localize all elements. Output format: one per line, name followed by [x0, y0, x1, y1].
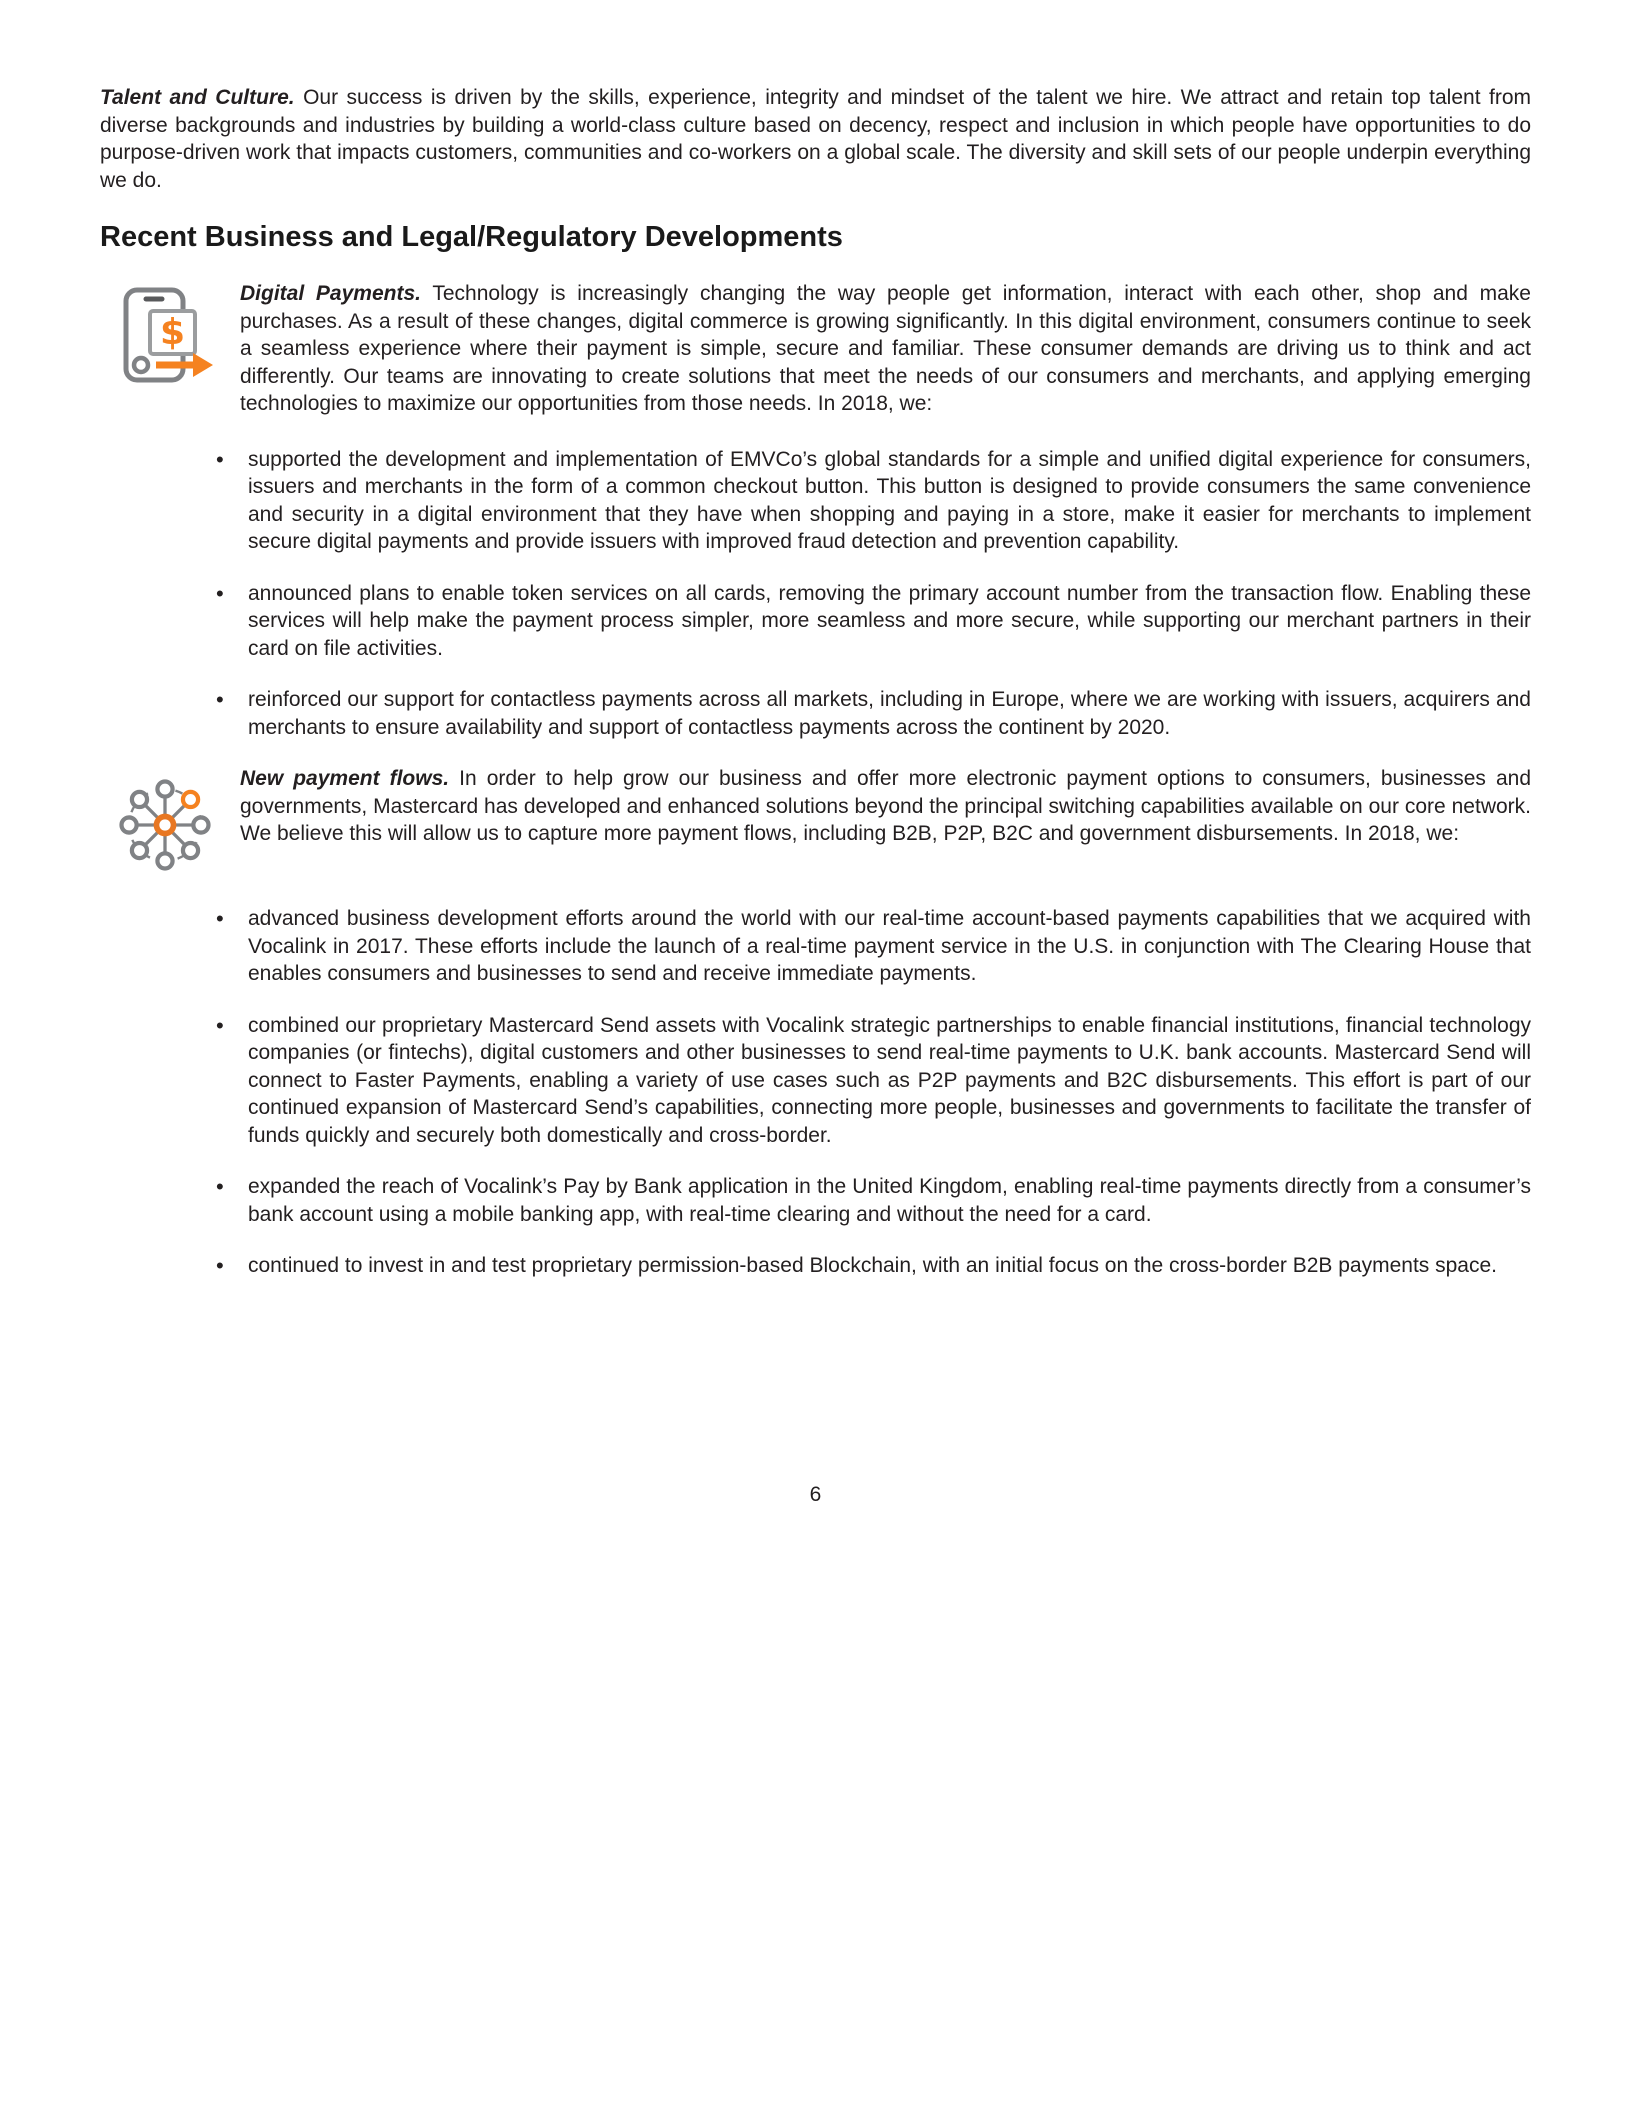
- phone-camera-dot: [134, 358, 148, 372]
- bullet-item: • combined our proprietary Mastercard Send assets with Vocalink strategic partnerships to enable financial institutions, financial technology companies (or fintechs), digital customers and other businesses to send real-time payments to U.K. bank accounts. Mastercard Send will connect to Faster Payments, enabling a variety of use cases such as P2P payments and B2C disbursements. This effort is part of our continued expansion of Mastercard Send’s capabilities, connecting more people, businesses and governments to facilitate the transfer of funds quickly and securely both domestically and cross-border.: [100, 1012, 1531, 1150]
- highlight-node: [183, 792, 198, 807]
- section-heading: Recent Business and Legal/Regulatory Developments: [100, 221, 843, 253]
- digital-payments-lead: Digital Payments.: [240, 282, 421, 305]
- bullet-item: • supported the development and implementation of EMVCo’s global standards for a simple and unified digital experience for consumers, issuers and merchants in the form of a common checkout button. This button is designed to provide consumers the same convenience and security in a digital environment that they have when shopping and paying in a store, make it easier for merchants to implement secure digital payments and provide issuers with improved fraud detection and prevention capability.: [100, 446, 1531, 556]
- digital-payments-icon: [113, 286, 215, 392]
- bullet-item: • continued to invest in and test proprietary permission-based Blockchain, with an initial focus on the cross-border B2B payments space.: [100, 1252, 1531, 1280]
- bullet-item: • announced plans to enable token services on all cards, removing the primary account number from the transaction flow. Enabling these services will help make the payment process simpler, more seamless and more secure, while supporting our merchant partners in their card on file activities.: [100, 580, 1531, 663]
- bullet-item: • reinforced our support for contactless payments across all markets, including in Europe, where we are working with issuers, acquirers and merchants to ensure availability and support of contactless payments across the continent by 2020.: [100, 686, 1531, 741]
- bullet-item: • advanced business development efforts around the world with our real-time account-based payments capabilities that we acquired with Vocalink in 2017. These efforts include the launch of a real-time payment service in the U.S. in conjunction with The Clearing House that enables consumers and businesses to send and receive immediate payments.: [100, 905, 1531, 988]
- hub-center: [156, 816, 173, 833]
- new-payment-flows-bullet-list: [100, 905, 1531, 1280]
- digital-payments-paragraph: [240, 280, 1531, 418]
- arrow-head: [193, 353, 213, 377]
- page-number: 6: [809, 1483, 822, 1506]
- digital-payments-text: Technology is increasingly changing the way people get information, interact with each other, shop and make purchases. As a result of these changes, digital commerce is growing significantly. In this digital environment, consumers continue to seek a seamless experience where their payment is simple, secure and familiar. These consumer demands are driving us to think and act differently. Our teams are innovating to create solutions that meet the needs of our consumers and merchants, and applying emerging technologies to maximize our opportunities from those needs. In 2018, we:: [240, 282, 1531, 415]
- digital-payments-bullet-list: [100, 446, 1531, 742]
- new-payment-flows-block: [100, 765, 1531, 877]
- new-payment-flows-lead: New payment flows.: [240, 767, 450, 790]
- new-payment-flows-text: In order to help grow our business and offer more electronic payment options to consumers, businesses and governments, Mastercard has developed and enhanced solutions beyond the principal switching capabilities available on our core network. We believe this will allow us to capture more payment flows, including B2B, P2P, B2C and government disbursements. In 2018, we:: [240, 767, 1531, 845]
- talent-culture-paragraph: [100, 84, 1531, 194]
- new-payment-flows-icon: [113, 771, 215, 877]
- talent-culture-lead: Talent and Culture.: [100, 86, 295, 109]
- bullet-item: • expanded the reach of Vocalink’s Pay by Bank application in the United Kingdom, enabling real-time payments directly from a consumer’s bank account using a mobile banking app, with real-time clearing and without the need for a card.: [100, 1173, 1531, 1228]
- new-payment-flows-paragraph: [240, 765, 1531, 848]
- digital-payments-block: [100, 280, 1531, 418]
- talent-culture-text: Our success is driven by the skills, experience, integrity and mindset of the talent we hire. We attract and retain top talent from diverse backgrounds and industries by building a world-class culture based on decency, respect and inclusion in which people have opportunities to do purpose-driven work that impacts customers, communities and co-workers on a global scale. The diversity and skill sets of our people underpin everything we do.: [100, 86, 1531, 192]
- dollar-sign: $: [159, 312, 186, 353]
